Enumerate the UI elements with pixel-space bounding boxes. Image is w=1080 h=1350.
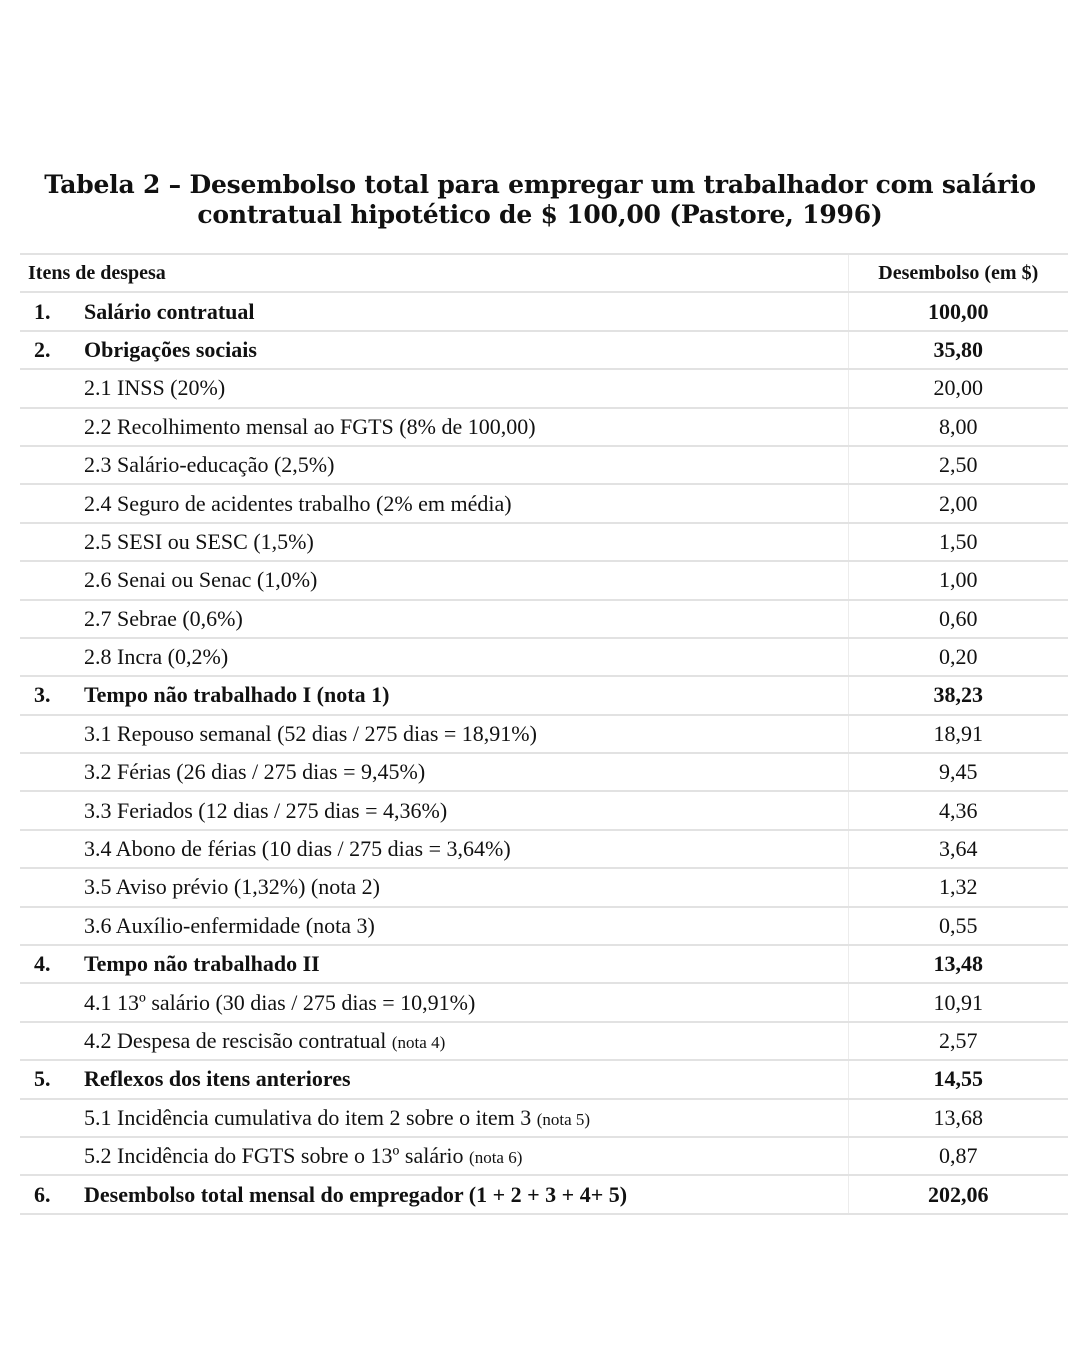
row-amount: 1,32 xyxy=(848,868,1068,906)
row-description-cell xyxy=(76,676,848,714)
row-description-cell xyxy=(76,638,848,676)
row-number: 6. xyxy=(20,1175,76,1213)
row-number xyxy=(20,446,76,484)
row-description-cell xyxy=(76,791,848,829)
table-row-subitem xyxy=(20,907,1068,945)
row-amount: 202,06 xyxy=(848,1175,1068,1213)
row-footnote-ref: (nota 6) xyxy=(469,1148,523,1168)
row-description: 3.2 Férias (26 dias / 275 dias = 9,45%) xyxy=(84,759,426,785)
table-row-subitem xyxy=(20,523,1068,561)
row-description: Reflexos dos itens anteriores xyxy=(84,1066,351,1092)
row-description-cell xyxy=(76,1175,848,1213)
row-description-cell xyxy=(76,369,848,407)
row-description-cell xyxy=(76,868,848,906)
table-header-row xyxy=(20,254,1068,292)
row-description: Obrigações sociais xyxy=(84,336,257,362)
table-row-section xyxy=(20,292,1068,330)
table-row-subitem xyxy=(20,715,1068,753)
row-number xyxy=(20,523,76,561)
row-description-cell xyxy=(76,1060,848,1098)
row-description: 3.5 Aviso prévio (1,32%) (nota 2) xyxy=(84,874,380,900)
row-number xyxy=(20,408,76,446)
row-number xyxy=(20,1137,76,1175)
row-description: 2.3 Salário-educação (2,5%) xyxy=(84,452,335,478)
row-number xyxy=(20,753,76,791)
row-number xyxy=(20,791,76,829)
row-description-cell xyxy=(76,1099,848,1137)
row-amount: 10,91 xyxy=(848,983,1068,1021)
row-description-cell xyxy=(76,1137,848,1175)
row-amount: 2,57 xyxy=(848,1022,1068,1060)
row-amount: 38,23 xyxy=(848,676,1068,714)
table-row-total xyxy=(20,1175,1068,1213)
row-description: 3.1 Repouso semanal (52 dias / 275 dias = 18,91%) xyxy=(84,720,537,746)
row-amount: 1,00 xyxy=(848,561,1068,599)
row-description-cell xyxy=(76,408,848,446)
row-amount: 0,60 xyxy=(848,600,1068,638)
row-footnote-ref: (nota 5) xyxy=(536,1109,591,1129)
row-number xyxy=(20,484,76,522)
row-number xyxy=(20,600,76,638)
row-amount: 13,48 xyxy=(848,945,1068,983)
table-row-subitem xyxy=(20,561,1068,599)
table-row-subitem xyxy=(20,868,1068,906)
table-row-section xyxy=(20,945,1068,983)
row-description-cell xyxy=(76,907,848,945)
row-description: Desembolso total mensal do empregador (1 + 2 + 3 + 4+ 5) xyxy=(84,1181,628,1207)
table-row-subitem xyxy=(20,1099,1068,1137)
table-row-section xyxy=(20,1060,1068,1098)
row-amount: 2,50 xyxy=(848,446,1068,484)
table-row-subitem xyxy=(20,791,1068,829)
row-description-cell xyxy=(76,945,848,983)
row-number xyxy=(20,907,76,945)
table-row-subitem xyxy=(20,408,1068,446)
row-description-cell xyxy=(76,715,848,753)
row-number: 3. xyxy=(20,676,76,714)
row-description-cell xyxy=(76,484,848,522)
row-description: 2.7 Sebrae (0,6%) xyxy=(84,605,243,631)
row-amount: 4,36 xyxy=(848,791,1068,829)
row-description-cell xyxy=(76,292,848,330)
row-number: 5. xyxy=(20,1060,76,1098)
row-amount: 20,00 xyxy=(848,369,1068,407)
table-row-subitem xyxy=(20,638,1068,676)
row-description-cell xyxy=(76,523,848,561)
row-description: 2.6 Senai ou Senac (1,0%) xyxy=(84,567,318,593)
table-body xyxy=(20,292,1068,1213)
row-number xyxy=(20,1099,76,1137)
table-row-subitem xyxy=(20,369,1068,407)
column-header-amount: Desembolso (em $) xyxy=(848,254,1068,292)
row-number xyxy=(20,1022,76,1060)
row-description: 2.2 Recolhimento mensal ao FGTS (8% de 100,00) xyxy=(84,413,536,439)
row-amount: 0,87 xyxy=(848,1137,1068,1175)
row-description: 3.4 Abono de férias (10 dias / 275 dias = 3,64%) xyxy=(84,836,511,862)
row-description: 2.8 Incra (0,2%) xyxy=(84,644,229,670)
table-row-subitem xyxy=(20,983,1068,1021)
row-description-cell xyxy=(76,331,848,369)
table-title-line-1: Tabela 2 – Desembolso total para empregar um trabalhador com salário xyxy=(44,170,1036,199)
row-description: 3.3 Feriados (12 dias / 275 dias = 4,36%) xyxy=(84,797,448,823)
row-amount: 35,80 xyxy=(848,331,1068,369)
row-description-cell xyxy=(76,753,848,791)
row-number: 1. xyxy=(20,292,76,330)
row-number xyxy=(20,561,76,599)
row-description-cell xyxy=(76,1022,848,1060)
row-description: 5.2 Incidência do FGTS sobre o 13º salário xyxy=(84,1143,464,1169)
table-row-section xyxy=(20,331,1068,369)
row-number xyxy=(20,830,76,868)
row-amount: 3,64 xyxy=(848,830,1068,868)
row-amount: 13,68 xyxy=(848,1099,1068,1137)
row-description-cell xyxy=(76,446,848,484)
row-description-cell xyxy=(76,830,848,868)
row-description-cell xyxy=(76,600,848,638)
row-description: Tempo não trabalhado I (nota 1) xyxy=(84,682,390,708)
table-title-line-2: contratual hipotético de $ 100,00 (Pastore, 1996) xyxy=(197,200,883,229)
expense-table xyxy=(20,253,1068,1215)
row-amount: 1,50 xyxy=(848,523,1068,561)
row-description-cell xyxy=(76,983,848,1021)
row-description: 3.6 Auxílio-enfermidade (nota 3) xyxy=(84,912,375,938)
row-number: 2. xyxy=(20,331,76,369)
table-row-subitem xyxy=(20,1022,1068,1060)
row-amount: 100,00 xyxy=(848,292,1068,330)
row-amount: 9,45 xyxy=(848,753,1068,791)
row-amount: 2,00 xyxy=(848,484,1068,522)
row-number xyxy=(20,983,76,1021)
table-row-subitem xyxy=(20,1137,1068,1175)
row-description: 4.1 13º salário (30 dias / 275 dias = 10,91%) xyxy=(84,989,476,1015)
row-amount: 18,91 xyxy=(848,715,1068,753)
row-description: 5.1 Incidência cumulativa do item 2 sobre o item 3 xyxy=(84,1104,532,1130)
table-row-section xyxy=(20,676,1068,714)
row-amount: 14,55 xyxy=(848,1060,1068,1098)
table-row-subitem xyxy=(20,484,1068,522)
row-amount: 8,00 xyxy=(848,408,1068,446)
row-description: Tempo não trabalhado II xyxy=(84,951,320,977)
row-footnote-ref: (nota 4) xyxy=(391,1033,446,1052)
table-title xyxy=(20,170,1060,230)
table-row-subitem xyxy=(20,446,1068,484)
table-row-subitem xyxy=(20,600,1068,638)
row-number xyxy=(20,715,76,753)
row-amount: 0,20 xyxy=(848,638,1068,676)
row-description: Salário contratual xyxy=(84,298,255,324)
row-description: 2.5 SESI ou SESC (1,5%) xyxy=(84,528,314,554)
column-header-items: Itens de despesa xyxy=(20,254,848,292)
row-description: 2.4 Seguro de acidentes trabalho (2% em média) xyxy=(84,490,512,516)
row-description: 4.2 Despesa de rescisão contratual xyxy=(84,1028,387,1053)
row-number xyxy=(20,638,76,676)
row-description: 2.1 INSS (20%) xyxy=(84,375,226,401)
table-row-subitem xyxy=(20,753,1068,791)
table-row-subitem xyxy=(20,830,1068,868)
row-description-cell xyxy=(76,561,848,599)
row-number xyxy=(20,868,76,906)
row-number: 4. xyxy=(20,945,76,983)
row-amount: 0,55 xyxy=(848,907,1068,945)
row-number xyxy=(20,369,76,407)
